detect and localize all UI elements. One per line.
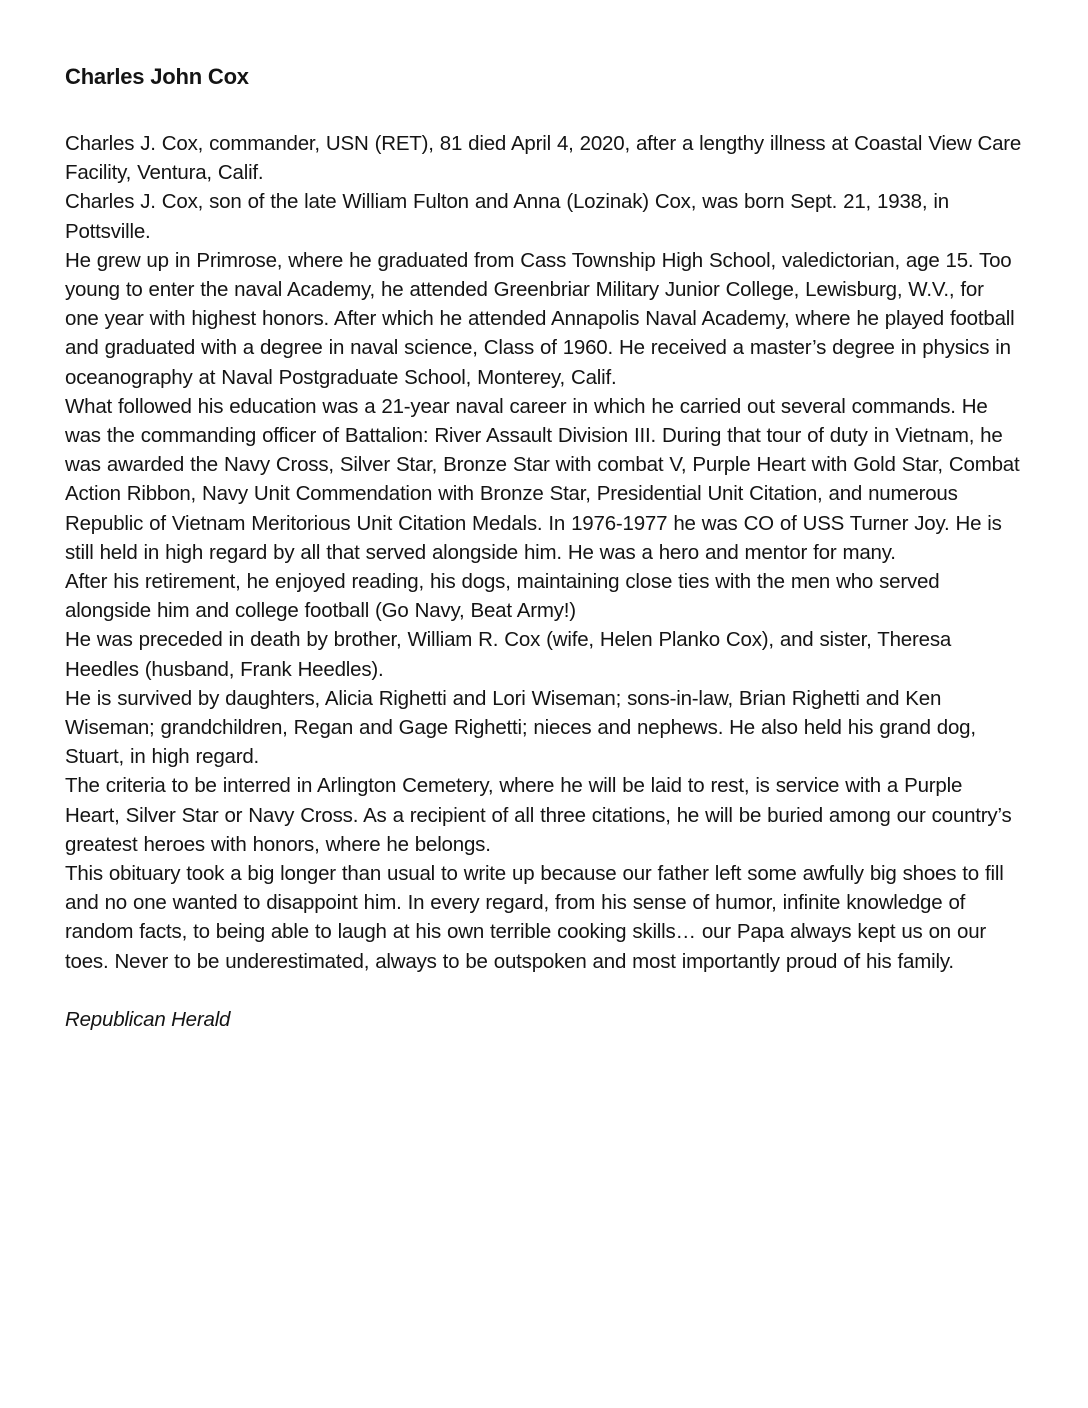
paragraph-birth: Charles J. Cox, son of the late William Fulton and Anna (Lozinak) Cox, was born Sept. 21, 1938, in Pottsville. <box>65 190 949 243</box>
document-title: Charles John Cox <box>65 64 249 89</box>
paragraph-education: He grew up in Primrose, where he graduated from Cass Township High School, valedictorian, age 15. Too young to enter the naval Academy, he attended Greenbriar Military Junior College, Lewisburg, W.V., for one year with highest honors. After which he attended Annapolis Naval Academy, where he played football and graduated with a degree in naval science, Class of 1960. He received a master’s degree in physics in oceanography at Naval Postgraduate School, Monterey, Calif. <box>65 248 1015 389</box>
paragraph-closing: This obituary took a big longer than usual to write up because our father left some awfully big shoes to fill and no one wanted to disappoint him. In every regard, from his sense of humor, infinite knowledge of random facts, to being able to laugh at his own terrible cooking skills… our Papa always kept us on our toes. Never to be underestimated, always to be outspoken and most importantly proud of his family. <box>65 862 1004 973</box>
obituary-body <box>65 129 1022 976</box>
paragraph-arlington: The criteria to be interred in Arlington Cemetery, where he will be laid to rest, is service with a Purple Heart, Silver Star or Navy Cross. As a recipient of all three citations, he will be buried among our country’s greatest heroes with honors, where he belongs. <box>65 774 1012 856</box>
paragraph-survived-by: He is survived by daughters, Alicia Righetti and Lori Wiseman; sons-in-law, Brian Righetti and Ken Wiseman; grandchildren, Regan and Gage Righetti; nieces and nephews. He also held his grand dog, Stuart, in high regard. <box>65 686 976 769</box>
paragraph-retirement: After his retirement, he enjoyed reading, his dogs, maintaining close ties with the men who served alongside him and college football (Go Navy, Beat Army!) <box>65 570 940 623</box>
attribution-source: Republican Herald <box>65 1007 231 1031</box>
paragraph-preceded-in-death: He was preceded in death by brother, William R. Cox (wife, Helen Planko Cox), and sister, Theresa Heedles (husband, Frank Heedles). <box>65 628 952 681</box>
paragraph-death-notice: Charles J. Cox, commander, USN (RET), 81 died April 4, 2020, after a lengthy illness at Coastal View Care Facility, Ventura, Calif. <box>65 132 1022 185</box>
paragraph-naval-career: What followed his education was a 21-year naval career in which he carried out several commands. He was the commanding officer of Battalion: River Assault Division III. During that tour of duty in Vietnam, he was awarded the Navy Cross, Silver Star, Bronze Star with combat V, Purple Heart with Gold Star, Combat Action Ribbon, Navy Unit Commendation with Bronze Star, Presidential Unit Citation, and numerous Republic of Vietnam Meritorious Unit Citation Medals. In 1976-1977 he was CO of USS Turner Joy. He is still held in high regard by all that served alongside him. He was a hero and mentor for many. <box>65 394 1020 564</box>
